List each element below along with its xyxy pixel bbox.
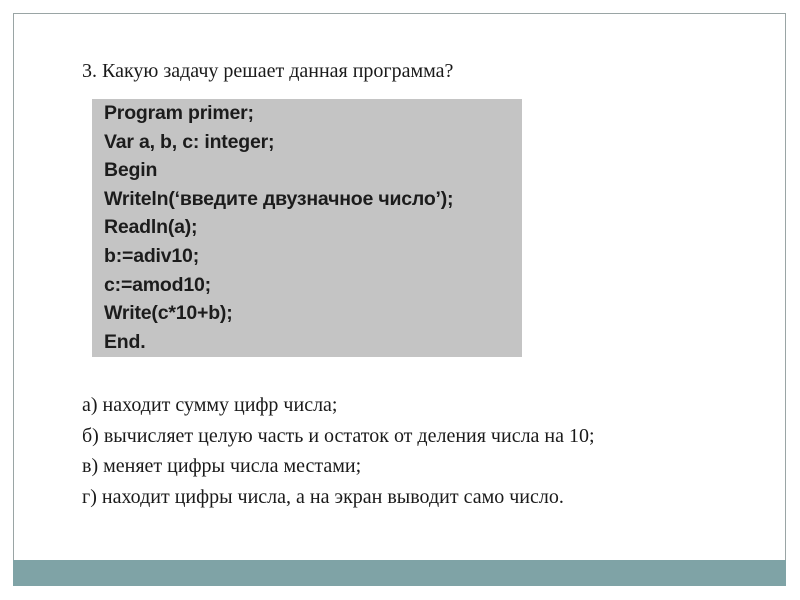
- code-line: Begin: [104, 159, 158, 182]
- code-line: c:=amod10;: [104, 273, 211, 296]
- code-line: Write(c*10+b);: [104, 302, 233, 325]
- answer-option-a: а) находит сумму цифр числа;: [82, 394, 338, 416]
- answer-option-c: в) меняет цифры числа местами;: [82, 455, 362, 477]
- code-block: [92, 99, 522, 357]
- code-line: Program primer;: [104, 102, 254, 124]
- answer-option-d: г) находит цифры числа, а на экран выводит само число.: [82, 485, 564, 508]
- code-line: b:=adiv10;: [104, 244, 199, 267]
- code-line: Var a, b, c: integer;: [104, 130, 275, 153]
- answer-list: [82, 390, 595, 512]
- question-text: 3. Какую задачу решает данная программа?: [82, 60, 454, 82]
- code-line: Readln(a);: [104, 216, 198, 239]
- answer-option-b: б) вычисляет целую часть и остаток от деления числа на 10;: [82, 424, 595, 447]
- footer-bar: [13, 560, 786, 586]
- code-line: Writeln(‘введите двузначное число’);: [104, 187, 454, 210]
- code-line: End.: [104, 330, 146, 353]
